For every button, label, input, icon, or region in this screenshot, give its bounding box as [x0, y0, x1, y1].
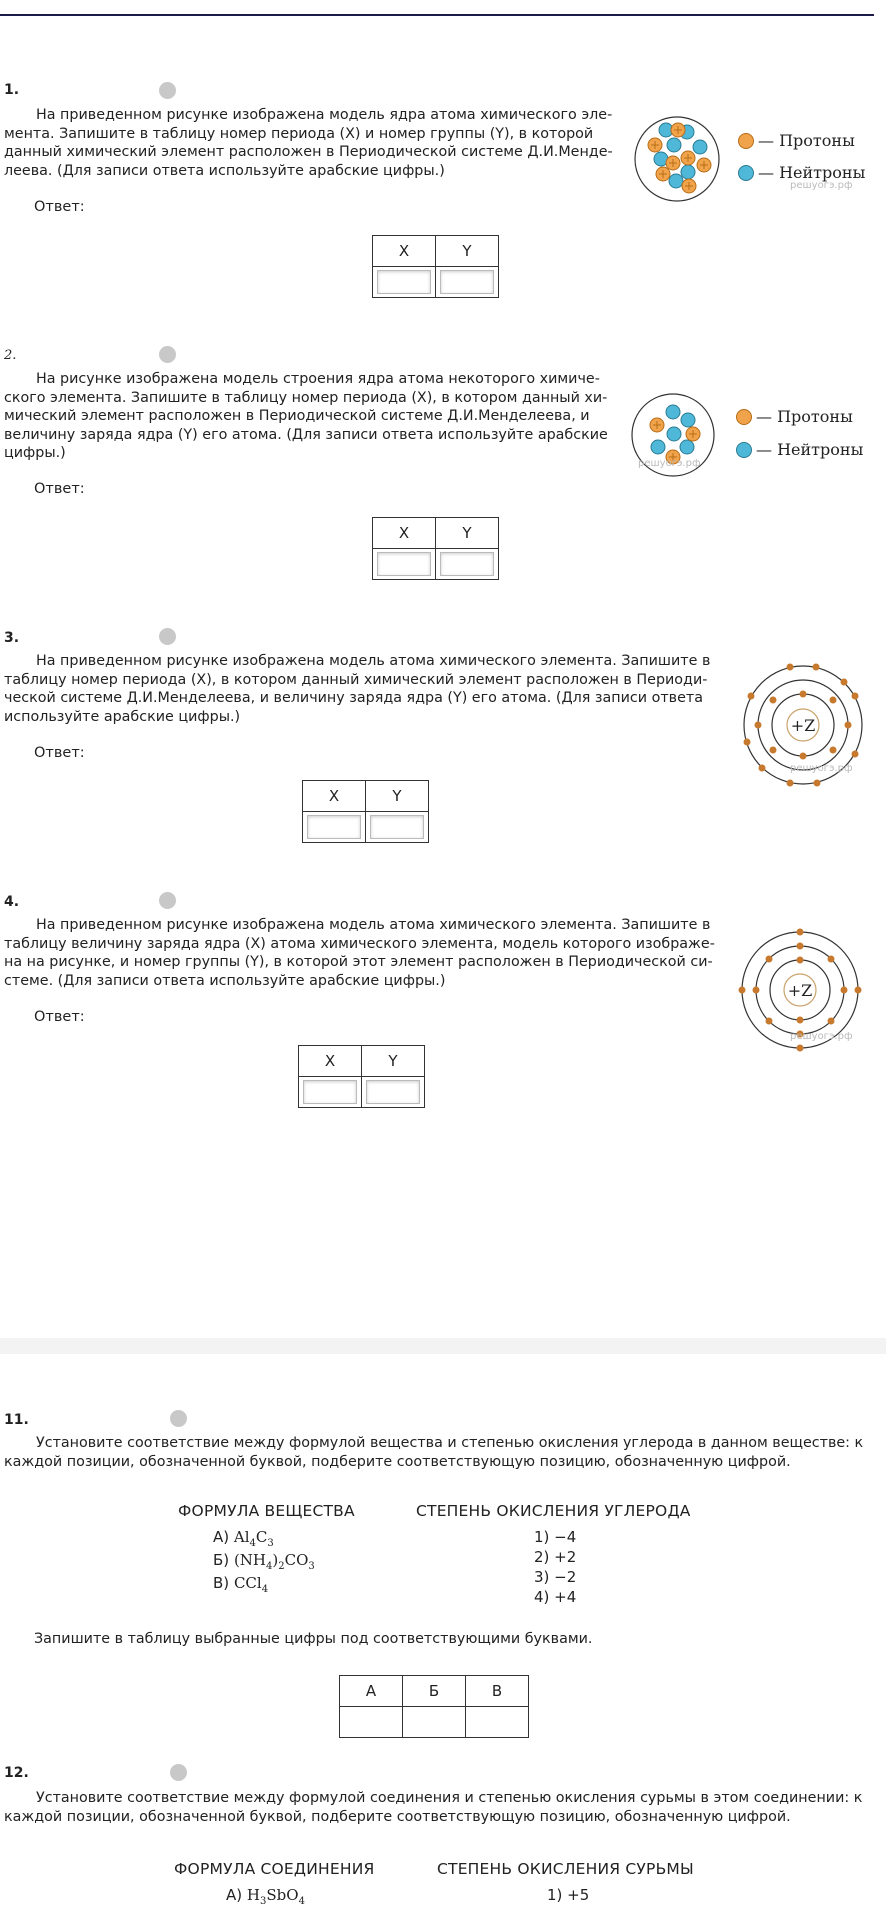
answer-x-input[interactable] [377, 552, 431, 576]
option-item: 1) −4 [534, 1528, 577, 1546]
col-y-header: Y [362, 1046, 425, 1077]
top-divider [0, 14, 874, 16]
col-b-header: Б [403, 1676, 466, 1707]
option-item: 4) +4 [534, 1588, 577, 1606]
col-x-header: X [373, 518, 436, 549]
formula-item: А) $H_3SbO_4$ [226, 1886, 305, 1907]
col-x-header: X [299, 1046, 362, 1077]
option-item: 1) +5 [547, 1886, 590, 1904]
col-x-header: X [373, 236, 436, 267]
option-item: 3) −2 [534, 1568, 577, 1586]
nucleus-label: +Z [790, 716, 816, 735]
section-separator [0, 1338, 886, 1354]
answer-x-input[interactable] [377, 270, 431, 294]
answer-y-input[interactable] [440, 552, 494, 576]
question-text: Установите соответствие между формулой соединения и степенью окисления сурьмы в этом соединении: к каждой позиции, обозначенной буквой, подберите соответствующую позицию, обозначенную цифрой. [4, 1790, 863, 1825]
answer-a-cell[interactable] [340, 1707, 403, 1738]
left-column-header: ФОРМУЛА ВЕЩЕСТВА [178, 1502, 355, 1520]
answer-label: Ответ: [34, 199, 85, 215]
answer-table [372, 235, 499, 298]
instruction-text: Запишите в таблицу выбранные цифры под соответствующими буквами. [34, 1631, 593, 1647]
right-column-header: СТЕПЕНЬ ОКИСЛЕНИЯ СУРЬМЫ [437, 1860, 694, 1878]
bookmark-dot[interactable] [159, 346, 176, 363]
watermark: решуогэ.рф [790, 1031, 853, 1042]
question-number: 11. [4, 1412, 29, 1428]
option-item: 2) +2 [534, 1548, 577, 1566]
question-number: 2. [4, 348, 17, 363]
watermark: решуогэ.рф [790, 763, 853, 774]
nucleus-label: +Z [787, 981, 813, 1000]
formula-item: А) $Al_4C_3$ [213, 1528, 274, 1549]
right-column-header: СТЕПЕНЬ ОКИСЛЕНИЯ УГЛЕРОДА [416, 1502, 691, 1520]
answer-y-input[interactable] [440, 270, 494, 294]
question-number: 3. [4, 630, 20, 646]
col-a-header: А [340, 1676, 403, 1707]
question-number: 4. [4, 894, 20, 910]
legend-neutrons: — Нейтроны [738, 163, 865, 182]
bookmark-dot[interactable] [159, 82, 176, 99]
col-x-header: X [303, 781, 366, 812]
answer-label: Ответ: [34, 745, 85, 761]
answer-x-input[interactable] [307, 815, 361, 839]
answer-table [302, 780, 429, 843]
bookmark-dot[interactable] [159, 892, 176, 909]
answer-b-cell[interactable] [403, 1707, 466, 1738]
question-number: 1. [4, 82, 20, 98]
answer-y-input[interactable] [366, 1080, 420, 1104]
question-number: 12. [4, 1765, 29, 1781]
answer-x-input[interactable] [303, 1080, 357, 1104]
question-text: На приведенном рисунке изображена модель атома химического элемента. Запишите в таблицу величину заряда ядра (X) атома химического элемента, модель которого изображе- на на рисунке, и номер группы (Y), в которой этот элемент расположен в Периодической си- стеме. (Для записи ответа используйте арабские цифры.) [4, 917, 715, 989]
left-column-header: ФОРМУЛА СОЕДИНЕНИЯ [174, 1860, 375, 1878]
col-y-header: Y [436, 518, 499, 549]
proton-icon [738, 133, 754, 149]
formula-item: Б) $(NH_4)_2CO_3$ [213, 1551, 315, 1572]
proton-icon [736, 409, 752, 425]
col-y-header: Y [366, 781, 429, 812]
formula-item: В) CCl$_4$ [213, 1574, 269, 1595]
watermark: решуогэ.рф [790, 180, 853, 191]
answer-label: Ответ: [34, 481, 85, 497]
question-text: На приведенном рисунке изображена модель ядра атома химического эле- мента. Запишите в таблицу номер периода (X) и номер группы (Y), в которой данный химический элемент расположен в Периодической системе Д.И.Менде- леева. (Для записи ответа используйте арабские цифры.) [4, 107, 613, 179]
legend-neutrons: — Нейтроны [736, 440, 863, 459]
neutron-icon [736, 442, 752, 458]
answer-y-input[interactable] [370, 815, 424, 839]
bookmark-dot[interactable] [170, 1410, 187, 1427]
answer-table [339, 1675, 529, 1738]
legend-protons: — Протоны [736, 407, 853, 426]
question-text: На приведенном рисунке изображена модель атома химического элемента. Запишите в таблицу номер периода (X), в котором данный химический элемент расположен в Периоди- ческой системе Д.И.Менделеева, и величину заряда ядра (Y) его атома. (Для записи ответа используйте арабские цифры.) [4, 653, 711, 725]
bookmark-dot[interactable] [159, 628, 176, 645]
nucleus-diagram [632, 114, 722, 204]
answer-v-cell[interactable] [466, 1707, 529, 1738]
question-text: Установите соответствие между формулой вещества и степенью окисления углерода в данном веществе: к каждой позиции, обозначенной буквой, подберите соответствующую позицию, обозначенную цифрой. [4, 1435, 864, 1470]
legend-protons: — Протоны [738, 131, 855, 150]
answer-label: Ответ: [34, 1009, 85, 1025]
neutron-icon [738, 165, 754, 181]
question-text: На рисунке изображена модель строения ядра атома некоторого химиче- ского элемента. Запишите в таблицу номер периода (X), в котором данный хи- мический элемент расположен в Периодической системе Д.И.Менделеева, и величину заряда ядра (Y) его атома. (Для записи ответа используйте арабские цифры.) [4, 371, 608, 461]
watermark: решуогэ.рф [638, 458, 701, 469]
col-y-header: Y [436, 236, 499, 267]
bookmark-dot[interactable] [170, 1764, 187, 1781]
answer-table [298, 1045, 425, 1108]
answer-table [372, 517, 499, 580]
col-v-header: В [466, 1676, 529, 1707]
